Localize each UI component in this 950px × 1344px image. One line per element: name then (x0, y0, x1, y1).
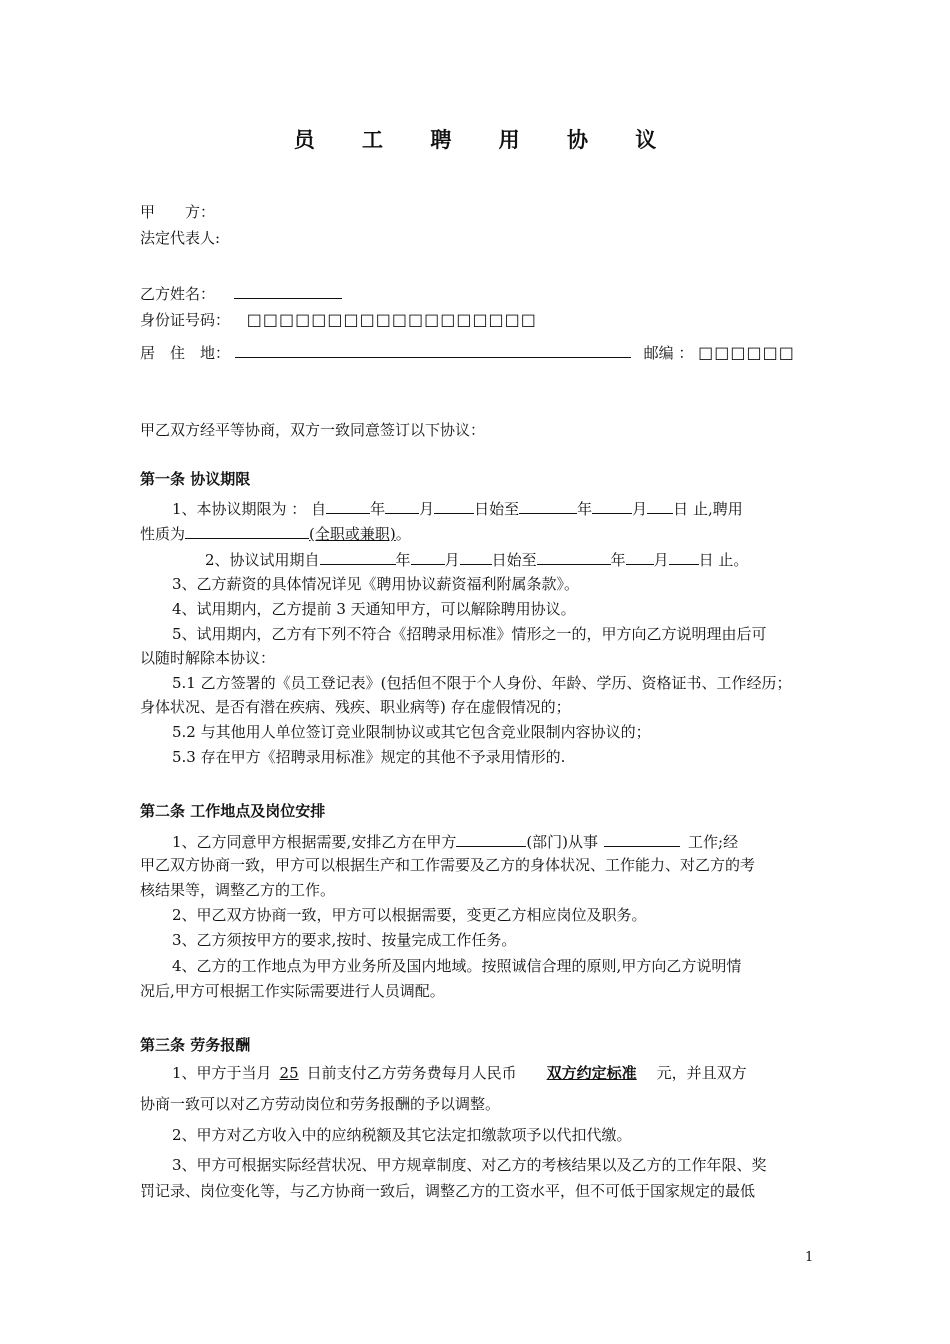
pay-amount-value: 双方约定标准 (546, 1064, 637, 1082)
text: 性质为 (140, 525, 186, 543)
article3-p3-line1: 3、甲方可根据实际经营状况、甲方规章制度、对乙方的考核结果以及乙方的工作年限、奖 (172, 1156, 767, 1174)
legal-rep-label: 法定代表人: (140, 229, 221, 247)
article2-p1-line1 (172, 830, 738, 852)
article2-p4-line2: 况后,甲方可根据工作实际需要进行人员调配。 (140, 982, 445, 1000)
article2-heading: 第二条 工作地点及岗位安排 (140, 802, 326, 820)
page-number: 1 (805, 1250, 814, 1265)
job-blank[interactable] (604, 830, 680, 847)
document-title: 员 工 聘 用 协 议 (293, 127, 677, 152)
blank[interactable] (647, 497, 673, 514)
id-number-row (140, 310, 537, 330)
blank[interactable] (537, 548, 611, 565)
text: 工作;经 (688, 833, 739, 851)
blank[interactable] (411, 548, 445, 565)
article3-heading: 第三条 劳务报酬 (140, 1036, 251, 1054)
article1-p2 (205, 548, 748, 570)
text: 2、协议试用期自 (205, 551, 320, 569)
id-number-boxes[interactable]: □□□□□□□□□□□□□□□□□□ (246, 310, 537, 329)
article1-p51-line2: 身体状况、是否有潜在疾病、残疾、职业病等) 存在虚假情况的； (140, 698, 571, 716)
article3-p3-line2: 罚记录、岗位变化等，与乙方协商一致后，调整乙方的工资水平，但不可低于国家规定的最低 (140, 1182, 756, 1200)
text: 元，并且双方 (656, 1064, 747, 1082)
blank[interactable] (185, 522, 309, 539)
party-b-name-blank[interactable] (234, 282, 342, 299)
text: 年 (577, 500, 593, 518)
text: 年 (610, 551, 626, 569)
article1-p5-line1: 5、试用期内，乙方有下列不符合《招聘录用标准》情形之一的，甲方向乙方说明理由后可 (172, 625, 767, 643)
blank[interactable] (326, 497, 370, 514)
blank[interactable] (669, 548, 699, 565)
address-label: 居 住 地： (140, 344, 231, 362)
zip-boxes[interactable]: □□□□□□ (698, 343, 795, 362)
text: 年 (370, 500, 386, 518)
text: 日 止,聘用 (673, 500, 743, 518)
text: 日始至 (491, 551, 537, 569)
text: 月 (632, 500, 648, 518)
employment-type-text: (全职或兼职) (309, 525, 396, 543)
address-row (140, 341, 795, 363)
text: 1、甲方于当月 (172, 1064, 272, 1082)
blank[interactable] (320, 548, 396, 565)
address-blank[interactable] (235, 341, 631, 358)
article1-p1-line2 (140, 522, 411, 544)
article1-p53: 5.3 存在甲方《招聘录用标准》规定的其他不予录用情形的. (172, 748, 566, 766)
text: 月 (444, 551, 460, 569)
party-b-name-row (140, 282, 342, 304)
article1-p4: 4、试用期内，乙方提前 3 天通知甲方，可以解除聘用协议。 (172, 600, 576, 618)
text: 。 (395, 525, 411, 543)
text: 年 (395, 551, 411, 569)
article3-p1-line1 (172, 1063, 747, 1083)
article2-p3: 3、乙方须按甲方的要求,按时、按量完成工作任务。 (172, 931, 517, 949)
pay-day-value: 25 (279, 1064, 299, 1082)
party-a-label: 甲 方： (140, 203, 216, 221)
intro-text: 甲乙双方经平等协商，双方一致同意签订以下协议： (140, 421, 486, 439)
blank[interactable] (460, 548, 492, 565)
party-b-name-label: 乙方姓名： (140, 285, 216, 303)
article3-p2: 2、甲方对乙方收入中的应纳税额及其它法定扣缴款项予以代扣代缴。 (172, 1126, 632, 1144)
text: (部门)从事 (526, 833, 599, 851)
blank[interactable] (385, 497, 419, 514)
id-number-label: 身份证号码： (140, 311, 231, 329)
zip-label: 邮编 ： (643, 344, 694, 362)
article1-p5-line2: 以随时解除本协议： (140, 649, 276, 667)
text: 1、本协议期限为 ： 自 (172, 500, 327, 518)
article2-p4-line1: 4、乙方的工作地点为甲方业务所及国内地域。按照诚信合理的原则,甲方向乙方说明情 (172, 957, 742, 975)
blank[interactable] (519, 497, 577, 514)
text: 日 止。 (698, 551, 749, 569)
text: 1、乙方同意甲方根据需要,安排乙方在甲方 (172, 833, 457, 851)
text: 月 (653, 551, 669, 569)
article2-p1-line3: 核结果等，调整乙方的工作。 (140, 881, 336, 899)
text: 日前支付乙方劳务费每月人民币 (306, 1064, 517, 1082)
blank[interactable] (592, 497, 632, 514)
text: 月 (419, 500, 435, 518)
text: 日始至 (474, 500, 520, 518)
article1-p1-line1 (172, 497, 743, 519)
article1-p51-line1: 5.1 乙方签署的《员工登记表》(包括但不限于个人身份、年龄、学历、资格证书、工作经历； (172, 674, 792, 692)
article3-p1-line2: 协商一致可以对乙方劳动岗位和劳务报酬的予以调整。 (140, 1095, 501, 1113)
article1-heading: 第一条 协议期限 (140, 470, 251, 488)
article1-p52: 5.2 与其他用人单位签订竞业限制协议或其它包含竞业限制内容协议的； (172, 723, 651, 741)
blank[interactable] (434, 497, 474, 514)
article2-p1-line2: 甲乙双方协商一致，甲方可以根据生产和工作需要及乙方的身体状况、工作能力、对乙方的考 (140, 856, 756, 874)
article1-p3: 3、乙方薪资的具体情况详见《聘用协议薪资福利附属条款》。 (172, 575, 580, 593)
department-blank[interactable] (456, 830, 526, 847)
article2-p2: 2、甲乙双方协商一致，甲方可以根据需要，变更乙方相应岗位及职务。 (172, 906, 647, 924)
blank[interactable] (626, 548, 654, 565)
